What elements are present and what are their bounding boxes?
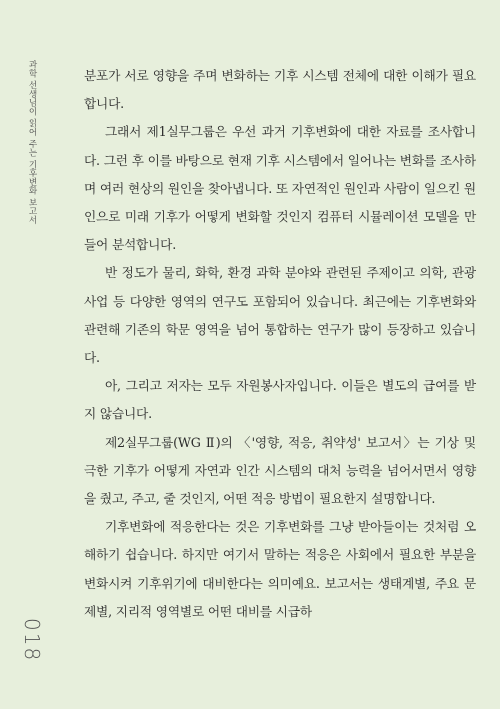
paragraph-6: 기후변화에 적응한다는 것은 기후변화를 그냥 받아들이는 것처럼 오해하기 쉽습니다. 하지만 여기서 말하는 적응은 사회에서 필요한 부분을 변화시켜 기후위기에 대비한다는 의미예요. 보고서는 생태계별, 주요 문제별, 지리적 영역별로 어떤 대비를 시급하: [84, 519, 476, 619]
paragraph-2: 그래서 제1실무그룹은 우선 과거 기후변화에 대한 자료를 조사합니다. 그런 후 이를 바탕으로 현재 기후 시스템에서 일어나는 변화를 조사하며 여러 현상의 원인을 찾아냅니다. 또 자연적인 원인과 사람이 일으킨 원인으로 미래 기후가 어떻게 변화할 것인지 컴퓨터 시뮬레이션 모델을 만들어 분석합니다.: [84, 124, 476, 253]
paragraph-3: 반 정도가 물리, 화학, 환경 과학 분야와 관련된 주제이고 의학, 관광 사업 등 다양한 영역의 연구도 포함되어 있습니다. 최근에는 기후변화와 관련해 기존의 학문 영역을 넘어 통합하는 연구가 많이 등장하고 있습니다.: [84, 265, 476, 366]
body-text: [84, 62, 476, 626]
paragraph-5: 제2실무그룹(WG Ⅱ)의 〈'영향, 적응, 취약성' 보고서〉는 기상 및 극한 기후가 어떻게 자연과 인간 시스템의 대처 능력을 넘어서면서 영향을 줬고, 주고, 줄 것인지, 어떤 적응 방법이 필요한지 설명합니다.: [84, 434, 476, 507]
page-number: 018: [20, 618, 44, 663]
paragraph-4: 아, 그리고 저자는 모두 자원봉사자입니다. 이들은 별도의 급여를 받지 않습니다.: [84, 378, 476, 422]
paragraph-1: 분포가 서로 영향을 주며 변화하는 기후 시스템 전체에 대한 이해가 필요합니다.: [84, 68, 476, 112]
running-head: 과학 선생님이 읽어 주는 기후변화 보고서: [27, 60, 37, 225]
page-margin: [0, 0, 62, 709]
